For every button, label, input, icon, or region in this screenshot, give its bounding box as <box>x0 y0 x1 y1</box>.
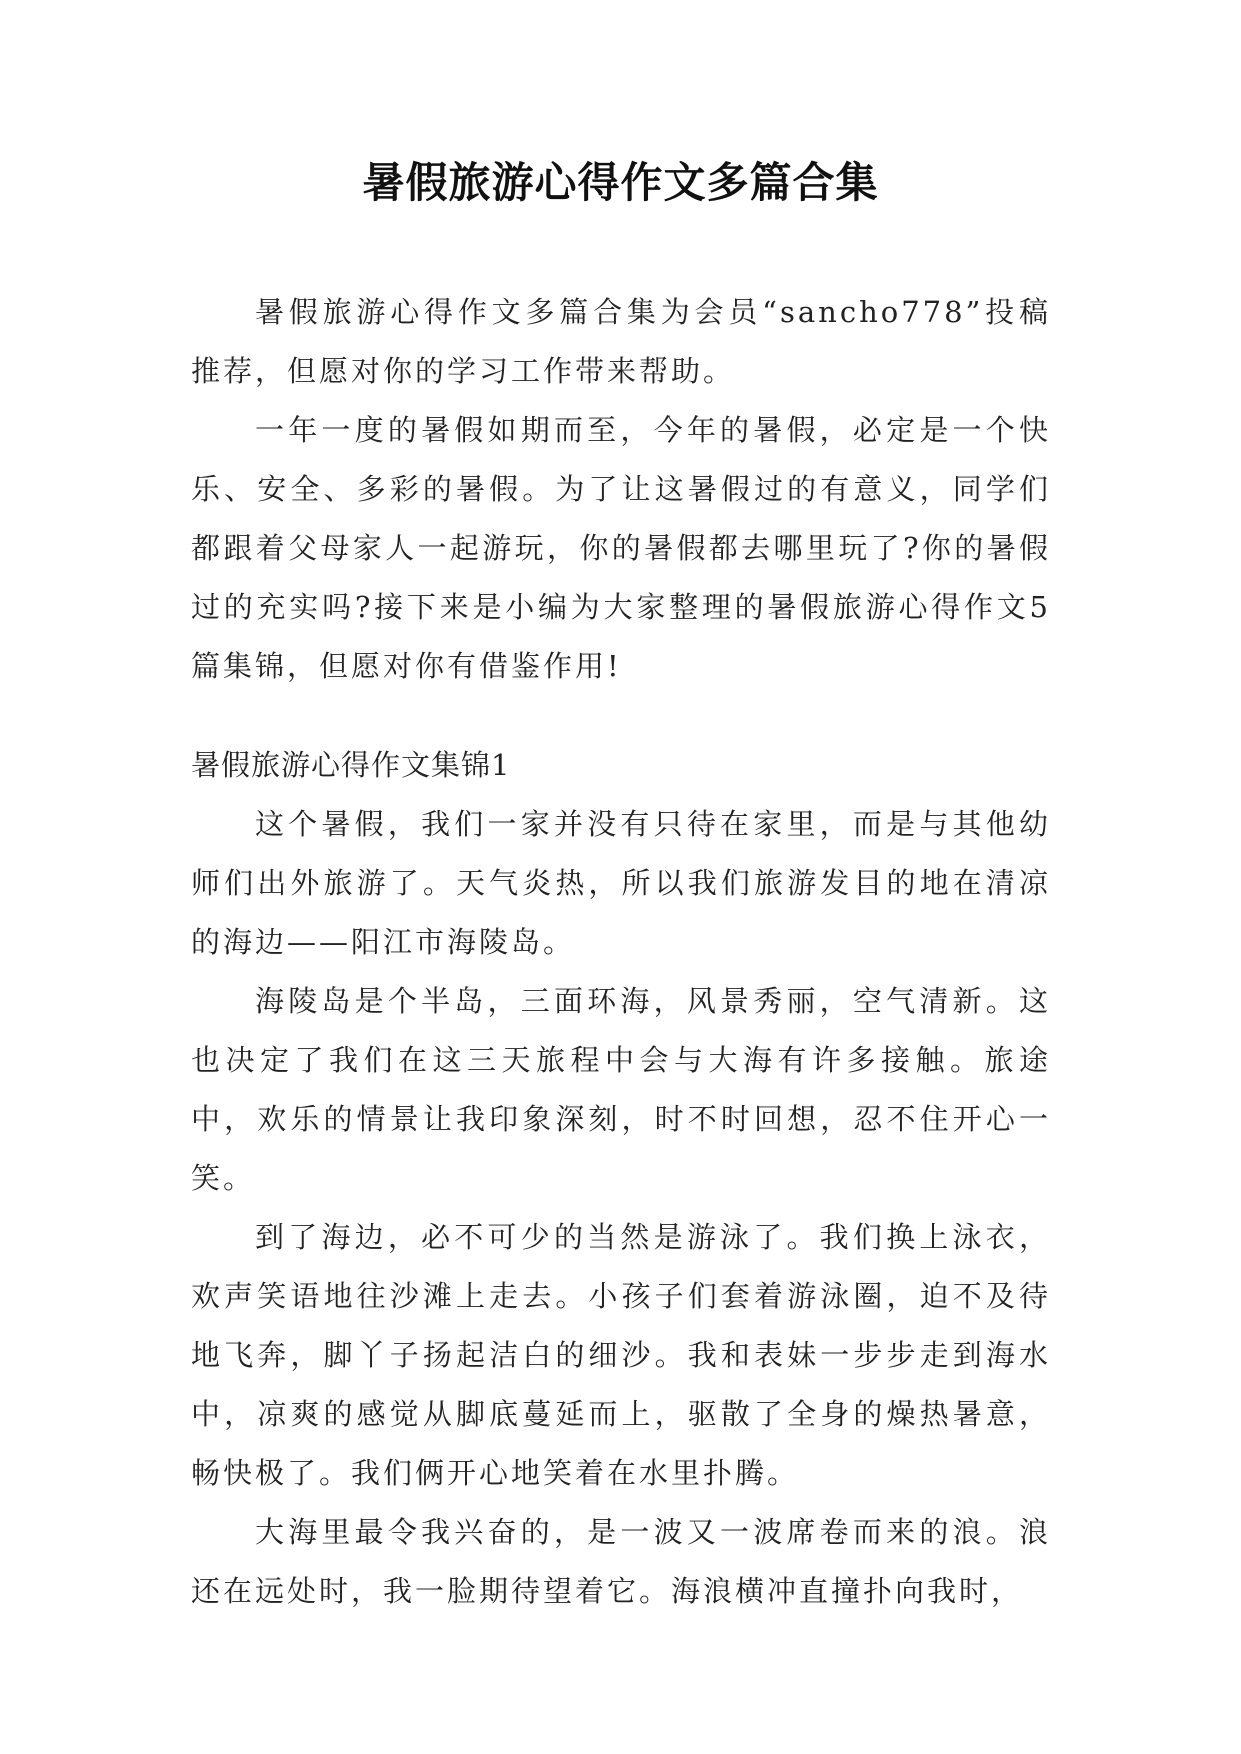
preface-paragraph: 一年一度的暑假如期而至，今年的暑假，必定是一个快乐、安全、多彩的暑假。为了让这暑假过的有意义，同学们都跟着父母家人一起游玩，你的暑假都去哪里玩了?你的暑假过的充实吗?接下来是小编为大家整理的暑假旅游心得作文5篇集锦，但愿对你有借鉴作用! <box>191 413 1051 683</box>
intro-paragraph: 暑假旅游心得作文多篇合集为会员“sancho778”投稿推荐，但愿对你的学习工作带来帮助。 <box>191 295 1051 388</box>
body-paragraph: 大海里最令我兴奋的，是一波又一波席卷而来的浪。浪还在远处时，我一脸期待望着它。海浪横冲直撞扑向我时， <box>191 1515 1051 1608</box>
document-title: 暑假旅游心得作文多篇合集 <box>362 158 879 207</box>
section-heading: 暑假旅游心得作文集锦1 <box>191 748 511 782</box>
document-body <box>191 283 1051 1621</box>
body-paragraph: 这个暑假，我们一家并没有只待在家里，而是与其他幼师们出外旅游了。天气炎热，所以我们旅游发目的地在清凉的海边——阳江市海陵岛。 <box>191 807 1051 959</box>
body-paragraph: 到了海边，必不可少的当然是游泳了。我们换上泳衣，欢声笑语地往沙滩上走去。小孩子们套着游泳圈，迫不及待地飞奔，脚丫子扬起洁白的细沙。我和表妹一步步走到海水中，凉爽的感觉从脚底蔓延而上，驱散了全身的燥热暑意，畅快极了。我们俩开心地笑着在水里扑腾。 <box>191 1220 1051 1490</box>
body-paragraph: 海陵岛是个半岛，三面环海，风景秀丽，空气清新。这也决定了我们在这三天旅程中会与大海有许多接触。旅途中，欢乐的情景让我印象深刻，时不时回想，忍不住开心一笑。 <box>191 984 1051 1195</box>
